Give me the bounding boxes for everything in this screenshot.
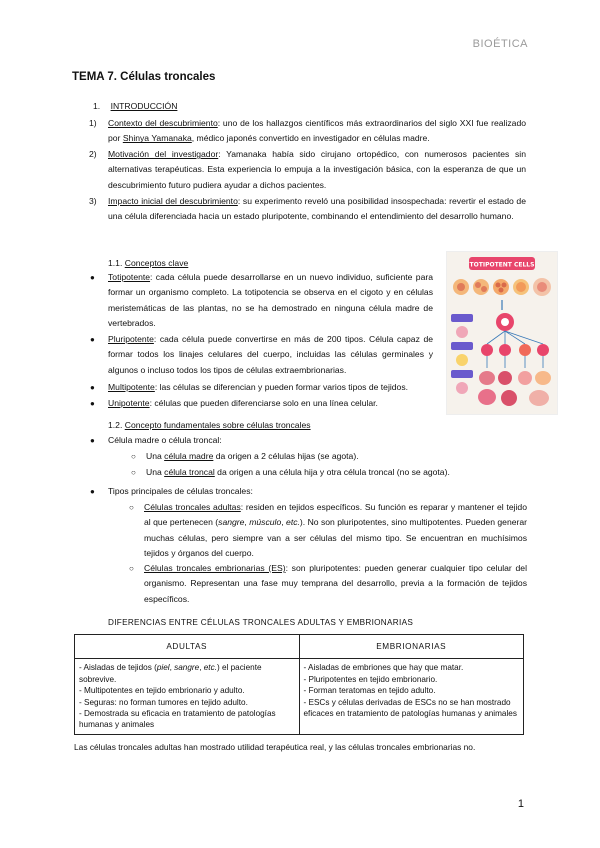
fundamentals-title: Concepto fundamentales sobre células troncales bbox=[124, 420, 311, 430]
subitem-embrionarias bbox=[129, 561, 527, 607]
concept-totipotente bbox=[90, 270, 433, 331]
concept-term: Multipotente bbox=[108, 382, 155, 392]
table-header-embrionarias: EMBRIONARIAS bbox=[299, 635, 524, 659]
item-number: 3) bbox=[89, 196, 97, 206]
intro-title: INTRODUCCIÓN bbox=[110, 101, 178, 111]
subitem-text: , bbox=[244, 517, 250, 528]
item-text: , médico japonés convertido en investigador en células madre. bbox=[191, 133, 430, 144]
subitem-text: Una bbox=[146, 467, 165, 477]
table-cell-embrionarias bbox=[299, 659, 524, 734]
fundamental-bullet-2 bbox=[90, 484, 253, 499]
subitem-celula-troncal bbox=[131, 465, 450, 480]
scientist-name: Shinya Yamanaka bbox=[122, 133, 192, 144]
intro-heading bbox=[93, 101, 177, 111]
subitem-italic: músculo bbox=[249, 517, 282, 528]
concept-multipotente bbox=[90, 380, 433, 395]
item-term: Motivación del investigador bbox=[108, 149, 219, 159]
fundamentals-number: 1.2. bbox=[108, 420, 123, 430]
cell-line: - ESCs y células derivadas de ESCs no se han mostrado eficaces en tratamiento de patologías humanas y animales bbox=[303, 697, 517, 719]
bullet-icon: ● bbox=[90, 399, 95, 408]
bullet-icon: ● bbox=[90, 383, 95, 392]
subitem-text: : son pluripotentes: pueden generar cualquier tipo celular del organismo. Representan una fase muy temprana del desarrollo, previa a la formación de tejidos específicos. bbox=[144, 563, 527, 604]
item-text: : uno de los hallazgos científicos más extraordinarios del siglo XXI fue realizado por bbox=[108, 118, 526, 144]
cell-line: - Pluripotentes en tejido embrionario. bbox=[303, 674, 438, 684]
table-row bbox=[75, 659, 524, 734]
fundamentals-heading bbox=[108, 418, 311, 433]
concepts-heading bbox=[108, 256, 188, 271]
subitem-text: , bbox=[281, 517, 287, 528]
concept-text: : cada célula puede desarrollarse en un nuevo individuo, suficiente para formar un organismo completo. La totipotencia se observa en el cigoto y en células meristemáticas de las plantas, no se ha demostrado en ninguna célula madre de vertebrados. bbox=[108, 272, 433, 328]
figure-title: TOTIPOTENT CELLS bbox=[469, 261, 535, 269]
concept-text: : cada célula puede convertirse en más de 200 tipos. Célula capaz de formar todos los linajes celulares del cuerpo, incluidas las células germinales y algunos o incluso todos los tipos de células extraembrionarias. bbox=[108, 334, 433, 375]
circle-bullet-icon: ○ bbox=[129, 564, 134, 573]
subitem-celula-madre bbox=[131, 449, 359, 464]
running-header: BIOÉTICA bbox=[472, 38, 528, 50]
cell-line: - Forman teratomas en tejido adulto. bbox=[303, 686, 436, 696]
subitem-italic: etc. bbox=[286, 517, 300, 528]
bullet-icon: ● bbox=[90, 487, 95, 496]
intro-item-1 bbox=[89, 116, 526, 147]
table-title: DIFERENCIAS ENTRE CÉLULAS TRONCALES ADULTAS Y EMBRIONARIAS bbox=[108, 618, 414, 627]
subitem-text: da origen a una célula hija y otra célula troncal (no se agota). bbox=[214, 467, 450, 477]
concepts-title: Conceptos clave bbox=[124, 258, 189, 268]
table-cell-adultas bbox=[75, 659, 300, 734]
item-term: Impacto inicial del descubrimiento bbox=[108, 196, 238, 206]
subitem-adultas bbox=[129, 500, 528, 561]
fundamental-bullet-1 bbox=[90, 433, 222, 448]
concept-unipotente bbox=[90, 396, 433, 411]
subitem-term: Células troncales adultas bbox=[144, 502, 241, 512]
cell-line: - Aisladas de tejidos (piel, sangre, etc.) el paciente sobrevive. bbox=[79, 663, 262, 684]
intro-number: 1. bbox=[93, 101, 101, 111]
item-text: : su experimento reveló una posibilidad insospechada: revertir el estado de una célula diferenciada hacia un estado pluripotente, combinando el entendimiento del desarrollo humano. bbox=[108, 196, 526, 222]
item-term: Contexto del descubrimiento bbox=[108, 118, 218, 128]
circle-bullet-icon: ○ bbox=[131, 452, 136, 461]
bullet-text: Célula madre o célula troncal: bbox=[108, 435, 222, 445]
subitem-term: Células troncales embrionarias (ES) bbox=[144, 563, 286, 573]
page-title: TEMA 7. Células troncales bbox=[72, 71, 216, 83]
concept-term: Unipotente bbox=[108, 398, 150, 408]
bullet-icon: ● bbox=[90, 273, 95, 282]
concept-pluripotente bbox=[90, 332, 433, 378]
subitem-text: ). No son pluripotentes, sino multipotentes. Pueden generar muchas células, pero siempre van a ser células del mismo tipo. Se encuentran en muchísimos tejidos y órganos del cuerpo. bbox=[144, 517, 528, 558]
subitem-term: célula troncal bbox=[164, 467, 215, 477]
totipotent-cells-illustration bbox=[446, 251, 558, 415]
intro-item-3 bbox=[89, 194, 526, 225]
bullet-icon: ● bbox=[90, 436, 95, 445]
item-number: 2) bbox=[89, 149, 97, 159]
concept-text: : células que pueden diferenciarse solo en una línea celular. bbox=[149, 398, 378, 408]
subitem-term: célula madre bbox=[164, 451, 214, 461]
concept-text: : las células se diferencian y pueden formar varios tipos de tejidos. bbox=[154, 382, 408, 392]
concept-term: Pluripotente bbox=[108, 334, 154, 344]
circle-bullet-icon: ○ bbox=[129, 503, 134, 512]
bullet-icon: ● bbox=[90, 335, 95, 344]
cell-line: - Aisladas de embriones que hay que matar. bbox=[303, 663, 464, 673]
page-number: 1 bbox=[517, 798, 524, 810]
table-header-adultas: ADULTAS bbox=[75, 635, 300, 659]
comparison-table bbox=[74, 634, 524, 735]
cell-line: - Multipotentes en tejido embrionario y adulto. bbox=[79, 686, 245, 696]
bullet-text: Tipos principales de células troncales: bbox=[108, 486, 253, 496]
cell-line: - Demostrada su eficacia en tratamiento de patologías humanas y animales bbox=[79, 709, 276, 730]
table-header-row bbox=[75, 635, 524, 659]
subitem-text: Una bbox=[146, 451, 165, 461]
cell-line: - Seguras: no forman tumores en tejido adulto. bbox=[79, 697, 248, 707]
item-text: : Yamanaka había sido cirujano ortopédico, con numerosos pacientes sin alternativas terapéuticas. Esta experiencia lo empuja a la investigación básica, con la esperanza de que un descubrimiento futuro pudiera ayudar a dichos pacientes. bbox=[108, 149, 526, 190]
cells-diagram-icon bbox=[447, 252, 557, 414]
subitem-text: da origen a 2 células hijas (se agota). bbox=[213, 451, 359, 461]
item-number: 1) bbox=[89, 118, 97, 128]
concepts-number: 1.1. bbox=[108, 258, 123, 268]
circle-bullet-icon: ○ bbox=[131, 468, 136, 477]
intro-item-2 bbox=[89, 147, 526, 193]
subitem-text: : residen en tejidos específicos. Su función es reparar y mantener el tejido al que pertenecen ( bbox=[144, 502, 527, 528]
subitem-italic: sangre bbox=[218, 517, 245, 528]
footer-note: Las células troncales adultas han mostrado utilidad terapéutica real, y las células troncales embrionarias no. bbox=[74, 742, 476, 752]
concept-term: Totipotente bbox=[108, 272, 151, 282]
